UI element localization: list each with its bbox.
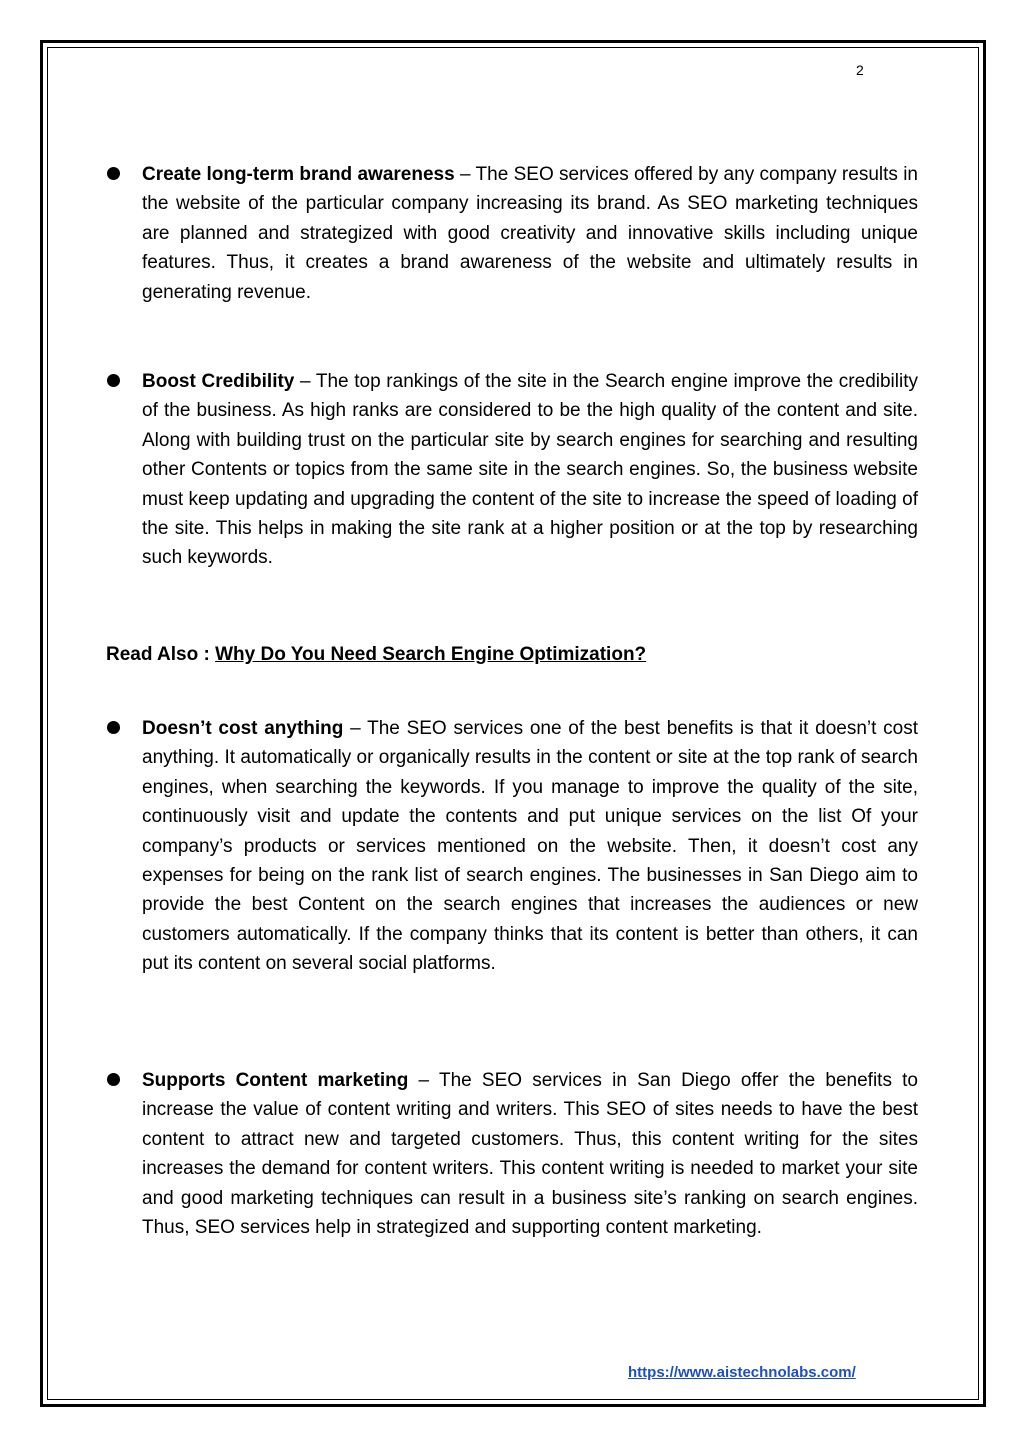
bullet-dot-icon: [107, 374, 120, 387]
bullet-text: – The SEO services in San Diego offer the benefits to increase the value of content writing and writers. This SEO of sites needs to have the best content to attract new and targeted customers. Thus, this content writing for the sites increases the demand for content writers. This content writing is needed to market your site and good marketing techniques can result in a business site’s ranking on search engines. Thus, SEO services help in strategized and supporting content marketing.: [142, 1070, 918, 1239]
bullet-title: Create long-term brand awareness: [142, 164, 455, 185]
read-also: [106, 644, 646, 666]
bullet-title: Supports Content marketing: [142, 1070, 409, 1091]
read-also-label: Read Also :: [106, 644, 216, 665]
read-also-link[interactable]: Why Do You Need Search Engine Optimization?: [215, 644, 647, 665]
bullet-title: Boost Credibility: [142, 371, 295, 392]
bullet-title: Doesn’t cost anything: [142, 718, 344, 739]
bullet-doesnt-cost: [142, 714, 918, 979]
bullet-content-marketing: [142, 1066, 918, 1242]
footer-website-link[interactable]: https://www.aistechnolabs.com/: [628, 1364, 856, 1381]
bullet-brand-awareness: [142, 160, 918, 307]
page-number: 2: [856, 62, 864, 78]
bullet-boost-credibility: [142, 367, 918, 573]
bullet-dot-icon: [107, 721, 120, 734]
bullet-text: – The SEO services offered by any company results in the website of the particular company increasing its brand. As SEO marketing techniques are planned and strategized with good creativity and innovative skills including unique features. Thus, it creates a brand awareness of the website and ultimately results in generating revenue.: [142, 164, 918, 303]
bullet-text: – The SEO services one of the best benefits is that it doesn’t cost anything. It automatically or organically results in the content or site at the top rank of search engines, when searching the keywords. If you manage to improve the quality of the site, continuously visit and update the contents and put unique services on the list Of your company’s products or services mentioned on the website. Then, it doesn’t cost any expenses for being on the rank list of search engines. The businesses in San Diego aim to provide the best Content on the search engines that increases the audiences or new customers automatically. If the company thinks that its content is better than others, it can put its content on several social platforms.: [142, 718, 918, 975]
bullet-dot-icon: [107, 1073, 120, 1086]
bullet-text: – The top rankings of the site in the Search engine improve the credibility of the business. As high ranks are considered to be the high quality of the content and site. Along with building trust on the particular site by search engines for searching and resulting other Contents or topics from the same site in the search engines. So, the business website must keep updating and upgrading the content of the site to increase the speed of loading of the site. This helps in making the site rank at a higher position or at the top by researching such keywords.: [142, 371, 918, 569]
bullet-dot-icon: [107, 167, 120, 180]
